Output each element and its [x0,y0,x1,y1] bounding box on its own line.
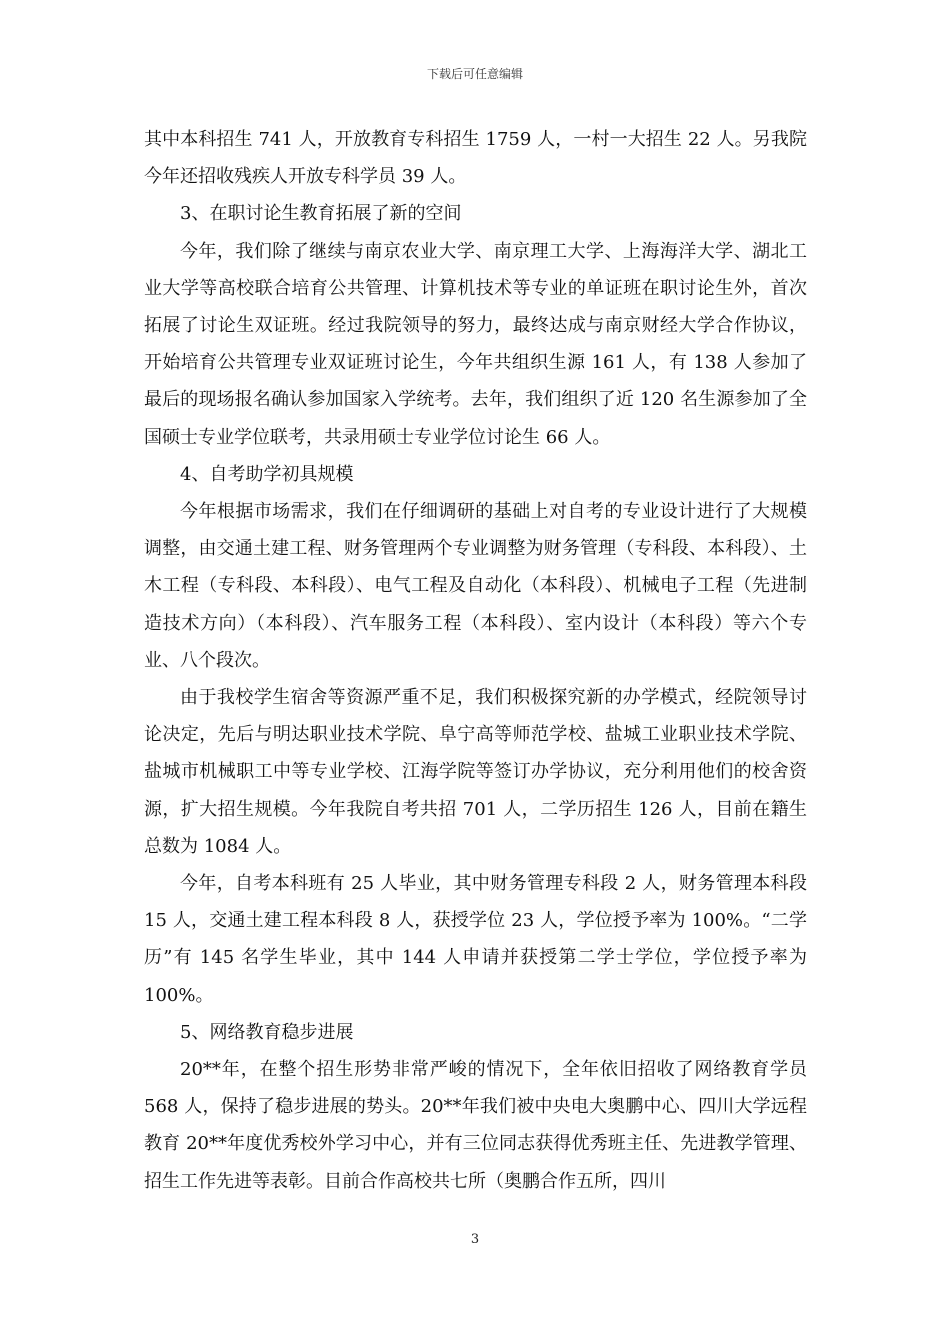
page-header-note: 下载后可任意编辑 [426,67,523,81]
page-number: 3 [470,1232,480,1247]
section-heading-graduate-education: 3、在职讨论生教育拓展了新的空间 [180,203,462,225]
section-heading-network-education: 5、网络教育稳步进展 [180,1021,354,1043]
paragraph-major-adjustment: 今年根据市场需求，我们在仔细调研的基础上对自考的专业设计进行了大规模调整，由交通土建工程、财务管理两个专业调整为财务管理（专科段、本科段）、土木工程（专科段、本科段）、电气工程及自动化（本科段）、机械电子工程（先进制造技术方向）（本科段）、汽车服务工程（本科段）、室内设计（本科段）等六个专业、八个段次。 [144,501,807,671]
paragraph-graduation-stats: 今年，自考本科班有 25 人毕业，其中财务管理专科段 2 人，财务管理本科段 15 人，交通土建工程本科段 8 人，获授学位 23 人，学位授予率为 100%。“二学历”有 145 名学生毕业，其中 144 人申请并获授第二学士学位，学位授予率为 100%。 [144,873,807,1006]
paragraph-school-cooperation: 由于我校学生宿舍等资源严重不足，我们积极探究新的办学模式，经院领导讨论决定，先后与明达职业技术学院、阜宁高等师范学校、盐城工业职业技术学院、盐城市机械职工中等专业学校、江海学院等签订办学协议，充分利用他们的校舍资源，扩大招生规模。今年我院自考共招 701 人，二学历招生 126 人，目前在籍生总数为 1084 人。 [144,687,807,857]
document-body [144,121,807,1200]
paragraph-graduate-education: 今年，我们除了继续与南京农业大学、南京理工大学、上海海洋大学、湖北工业大学等高校联合培育公共管理、计算机技术等专业的单证班在职讨论生外，首次拓展了讨论生双证班。经过我院领导的努力，最终达成与南京财经大学合作协议，开始培育公共管理专业双证班讨论生，今年共组织生源 161 人，有 138 人参加了最后的现场报名确认参加国家入学统考。去年，我们组织了近 120 名生源参加了全国硕士专业学位联考，共录用硕士专业学位讨论生 66 人。 [144,240,807,448]
paragraph-continuation: 其中本科招生 741 人，开放教育专科招生 1759 人，一村一大招生 22 人。另我院今年还招收残疾人开放专科学员 39 人。 [144,129,807,188]
paragraph-network-education: 20**年，在整个招生形势非常严峻的情况下，全年依旧招收了网络教育学员 568 人，保持了稳步进展的势头。20**年我们被中央电大奥鹏中心、四川大学远程教育 20**年度优秀校外学习中心，并有三位同志获得优秀班主任、先进教学管理、招生工作先进等表彰。目前合作高校共七所（奥鹏合作五所，四川 [144,1059,807,1192]
section-heading-self-study: 4、自考助学初具规模 [180,463,354,485]
